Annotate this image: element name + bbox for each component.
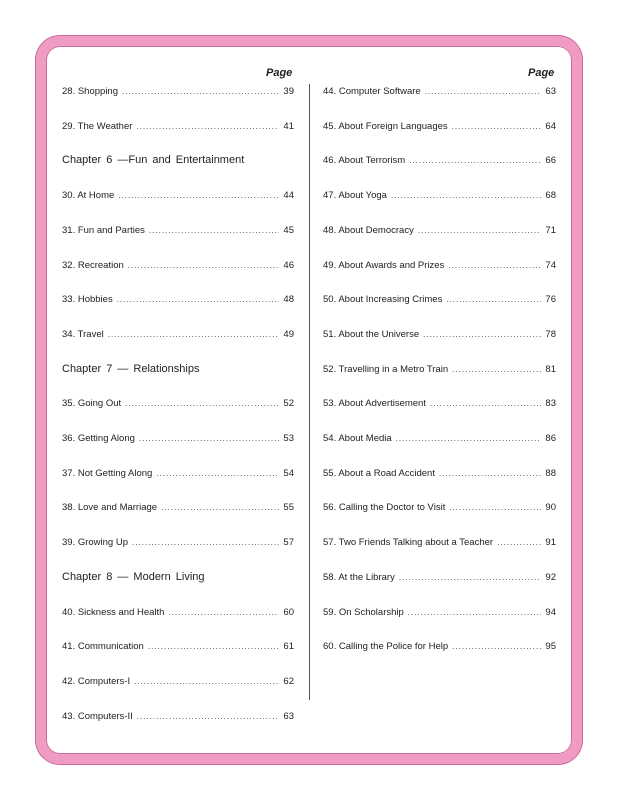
toc-entry-title: 46. About Terrorism xyxy=(323,155,406,167)
toc-entry xyxy=(62,258,294,272)
toc-entry-page-number: 48 xyxy=(283,294,294,306)
toc-entry-title: 39. Growing Up xyxy=(62,537,129,549)
toc-entry-title: 60. Calling the Police for Help xyxy=(323,641,449,653)
dot-leader xyxy=(128,260,280,272)
toc-entry xyxy=(62,709,294,723)
toc-entry-title: 52. Travelling in a Metro Train xyxy=(323,363,449,375)
toc-entry-title: 38. Love and Marriage xyxy=(62,502,158,514)
dot-leader xyxy=(139,433,280,445)
toc-entry-page-number: 95 xyxy=(545,641,556,653)
toc-entry xyxy=(323,292,556,306)
toc-entry-page-number: 57 xyxy=(283,537,294,549)
toc-entry-title: 43. Computers-II xyxy=(62,710,133,722)
toc-entry-title: 51. About the Universe xyxy=(323,328,420,340)
toc-entry xyxy=(323,258,556,272)
dot-leader xyxy=(125,398,279,410)
toc-entry-page-number: 68 xyxy=(545,190,556,202)
toc-entry xyxy=(323,327,556,341)
toc-entry-page-number: 55 xyxy=(283,502,294,514)
toc-entry-page-number: 76 xyxy=(545,294,556,306)
dot-leader xyxy=(448,260,541,272)
dot-leader xyxy=(132,537,279,549)
toc-entry-title: 37. Not Getting Along xyxy=(62,467,153,479)
toc-entry xyxy=(323,84,556,98)
toc-entry-page-number: 53 xyxy=(283,433,294,444)
dot-leader xyxy=(425,86,542,98)
toc-entry xyxy=(323,431,556,445)
toc-entry xyxy=(323,396,556,410)
toc-entry-title: 29. The Weather xyxy=(62,120,133,132)
dot-leader xyxy=(399,572,542,584)
toc-entry-title: 49. About Awards and Prizes xyxy=(323,259,445,271)
toc-entry-page-number: 49 xyxy=(283,328,294,340)
toc-entry-page-number: 74 xyxy=(545,259,556,271)
toc-entry-page-number: 86 xyxy=(545,433,556,444)
toc-entry-title: 28. Shopping xyxy=(62,86,118,97)
toc-entry-title: 30. At Home xyxy=(62,190,115,202)
toc-entry-title: 36. Getting Along xyxy=(62,433,135,444)
toc-entry-page-number: 78 xyxy=(545,328,556,340)
toc-entry-title: 32. Recreation xyxy=(62,259,124,271)
toc-entry xyxy=(323,639,556,653)
dot-leader xyxy=(409,155,541,167)
toc-entry xyxy=(62,605,294,619)
right-contents-column xyxy=(323,36,556,736)
right-page-header: Page xyxy=(528,67,555,79)
toc-entry-page-number: 94 xyxy=(545,606,556,618)
toc-entry-page-number: 62 xyxy=(283,675,294,687)
toc-entry-title: 31. Fun and Parties xyxy=(62,224,145,236)
toc-entry xyxy=(323,153,556,167)
dot-leader xyxy=(136,121,279,133)
toc-entry-page-number: 71 xyxy=(545,224,556,236)
toc-entry-page-number: 54 xyxy=(283,467,294,479)
dot-leader xyxy=(118,190,279,202)
dot-leader xyxy=(391,190,541,202)
toc-entry xyxy=(323,223,556,237)
toc-entry-page-number: 63 xyxy=(545,86,556,97)
dot-leader xyxy=(452,641,541,653)
dot-leader xyxy=(396,433,542,445)
dot-leader xyxy=(122,86,279,98)
toc-entry-title: 53. About Advertisement xyxy=(323,398,426,410)
left-contents-column xyxy=(62,36,294,736)
left-page-header: Page xyxy=(266,67,293,79)
toc-entry-page-number: 81 xyxy=(545,363,556,375)
toc-entry-page-number: 88 xyxy=(545,467,556,479)
dot-leader xyxy=(423,329,541,341)
toc-entry-page-number: 44 xyxy=(283,190,294,202)
toc-entry xyxy=(62,396,294,410)
toc-entry xyxy=(323,570,556,584)
toc-entry-title: 35. Going Out xyxy=(62,398,122,410)
toc-entry-page-number: 63 xyxy=(283,710,294,722)
dot-leader xyxy=(137,711,280,723)
toc-entry-page-number: 52 xyxy=(283,398,294,410)
toc-entry xyxy=(62,119,294,133)
toc-entry-page-number: 83 xyxy=(545,398,556,410)
toc-entry-title: 57. Two Friends Talking about a Teacher xyxy=(323,537,494,549)
toc-entry xyxy=(62,327,294,341)
toc-entry xyxy=(62,292,294,306)
dot-leader xyxy=(156,468,279,480)
toc-entry-page-number: 90 xyxy=(545,502,556,514)
toc-entry xyxy=(62,466,294,480)
toc-entry-title: 56. Calling the Doctor to Visit xyxy=(323,502,446,514)
dot-leader xyxy=(117,294,280,306)
toc-entry xyxy=(62,535,294,549)
dot-leader xyxy=(408,607,542,619)
toc-entry xyxy=(323,119,556,133)
toc-entry-title: 45. About Foreign Languages xyxy=(323,120,448,132)
toc-entry-title: 44. Computer Software xyxy=(323,86,421,97)
toc-entry-title: 33. Hobbies xyxy=(62,294,113,306)
chapter-heading: Chapter 6 —Fun and Entertainment xyxy=(62,154,245,167)
toc-entry-page-number: 41 xyxy=(283,120,294,132)
dot-leader xyxy=(108,329,280,341)
toc-entry-title: 48. About Democracy xyxy=(323,224,414,236)
dot-leader xyxy=(149,225,280,237)
toc-entry-title: 58. At the Library xyxy=(323,571,395,583)
toc-entry-title: 59. On Scholarship xyxy=(323,606,404,618)
toc-entry-page-number: 64 xyxy=(545,120,556,132)
toc-entry-title: 55. About a Road Accident xyxy=(323,467,435,479)
toc-entry xyxy=(323,188,556,202)
toc-entry xyxy=(62,431,294,445)
dot-leader xyxy=(446,294,541,306)
toc-entry xyxy=(62,674,294,688)
dot-leader xyxy=(168,607,279,619)
toc-entry-page-number: 46 xyxy=(283,259,294,271)
toc-entry-page-number: 92 xyxy=(545,571,556,583)
column-divider xyxy=(309,84,310,700)
toc-entry-page-number: 61 xyxy=(283,641,294,653)
chapter-heading: Chapter 7 — Relationships xyxy=(62,362,200,375)
dot-leader xyxy=(452,364,541,376)
toc-entry xyxy=(323,500,556,514)
toc-entry xyxy=(323,466,556,480)
toc-entry-page-number: 45 xyxy=(283,224,294,236)
toc-entry-title: 42. Computers-I xyxy=(62,675,131,687)
toc-entry-page-number: 39 xyxy=(283,86,294,97)
toc-entry-title: 40. Sickness and Health xyxy=(62,606,165,618)
toc-entry-title: 47. About Yoga xyxy=(323,190,387,202)
dot-leader xyxy=(497,537,541,549)
dot-leader xyxy=(134,676,279,688)
toc-entry-title: 50. About Increasing Crimes xyxy=(323,294,443,306)
chapter-heading: Chapter 8 — Modern Living xyxy=(62,570,205,583)
toc-entry xyxy=(62,188,294,202)
toc-entry-title: 41. Communication xyxy=(62,641,144,653)
dot-leader xyxy=(452,121,542,133)
toc-entry xyxy=(323,362,556,376)
dot-leader xyxy=(418,225,542,237)
toc-entry xyxy=(62,223,294,237)
toc-entry xyxy=(62,84,294,98)
toc-entry-page-number: 66 xyxy=(545,155,556,167)
toc-entry-title: 54. About Media xyxy=(323,433,392,444)
toc-entry xyxy=(62,500,294,514)
toc-entry xyxy=(323,605,556,619)
dot-leader xyxy=(430,398,541,410)
dot-leader xyxy=(449,502,541,514)
toc-entry xyxy=(323,535,556,549)
dot-leader xyxy=(161,502,279,514)
toc-entry-page-number: 60 xyxy=(283,606,294,618)
toc-entry-title: 34. Travel xyxy=(62,328,104,340)
dot-leader xyxy=(439,468,541,480)
toc-entry-page-number: 91 xyxy=(545,537,556,549)
dot-leader xyxy=(148,641,280,653)
toc-entry xyxy=(62,639,294,653)
